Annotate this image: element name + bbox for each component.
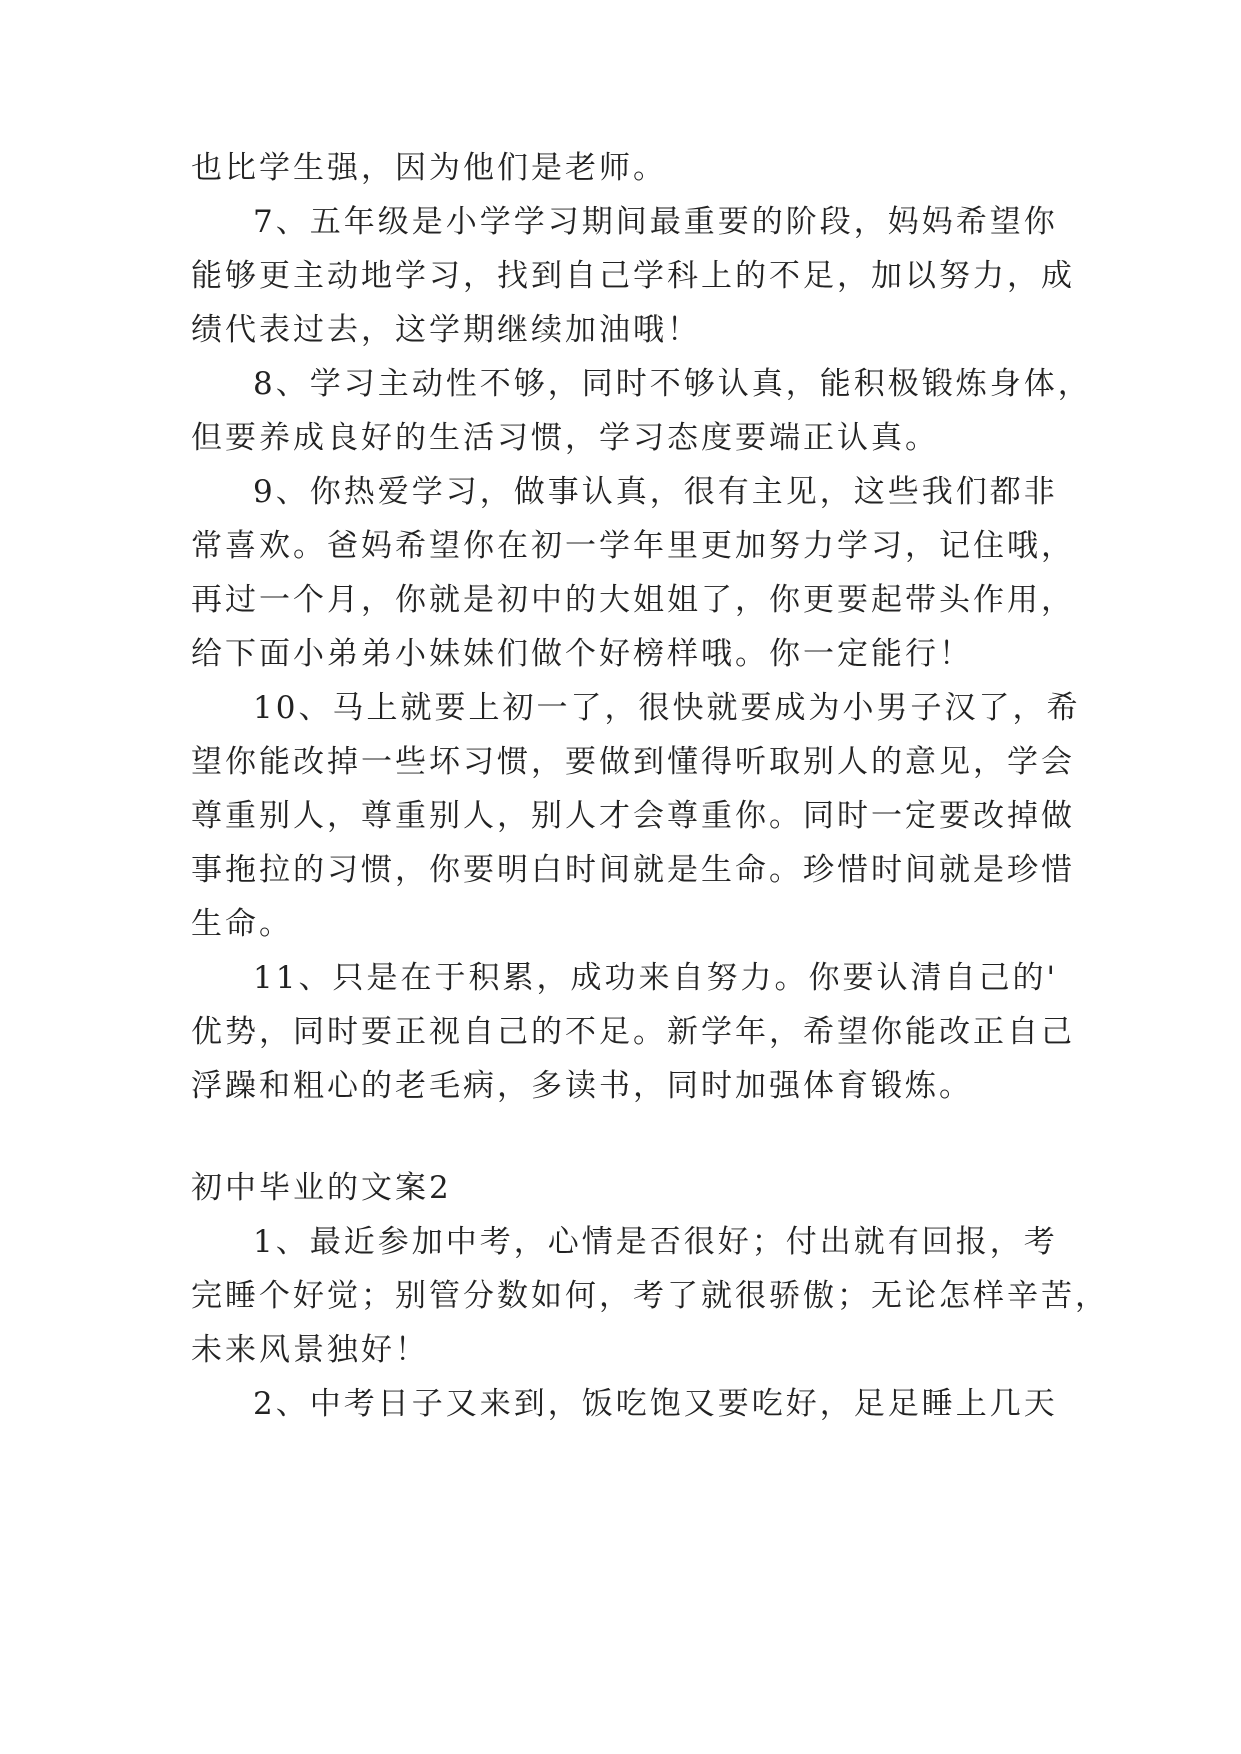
paragraph-line: 也比学生强，因为他们是老师。 [191, 150, 667, 186]
paragraph-line: 事拖拉的习惯，你要明白时间就是生命。珍惜时间就是珍惜 [191, 852, 1075, 888]
paragraph-line: 望你能改掉一些坏习惯，要做到懂得听取别人的意见，学会 [191, 744, 1075, 780]
paragraph-line: 给下面小弟弟小妹妹们做个好榜样哦。你一定能行！ [191, 636, 973, 672]
paragraph-line: 完睡个好觉；别管分数如何，考了就很骄傲；无论怎样辛苦， [191, 1278, 1109, 1314]
paragraph-line: 10、马上就要上初一了，很快就要成为小男子汉了，希 [253, 690, 1081, 726]
paragraph-line: 未来风景独好！ [191, 1332, 429, 1368]
paragraph-line: 常喜欢。爸妈希望你在初一学年里更加努力学习，记住哦， [191, 528, 1075, 564]
paragraph-line: 2、中考日子又来到，饭吃饱又要吃好，足足睡上几天 [253, 1386, 1058, 1422]
paragraph-line: 再过一个月，你就是初中的大姐姐了，你更要起带头作用， [191, 582, 1075, 618]
paragraph-line: 优势，同时要正视自己的不足。新学年，希望你能改正自己 [191, 1014, 1075, 1050]
paragraph-line: 能够更主动地学习，找到自己学科上的不足，加以努力，成 [191, 258, 1075, 294]
paragraph-line: 生命。 [191, 906, 293, 942]
paragraph-line: 7、五年级是小学学习期间最重要的阶段，妈妈希望你 [253, 204, 1058, 240]
paragraph-line: 尊重别人，尊重别人，别人才会尊重你。同时一定要改掉做 [191, 798, 1075, 834]
paragraph-line: 11、只是在于积累，成功来自努力。你要认清自己的' [253, 960, 1058, 996]
paragraph-line: 9、你热爱学习，做事认真，很有主见，这些我们都非 [253, 474, 1058, 510]
paragraph-line: 浮躁和粗心的老毛病，多读书，同时加强体育锻炼。 [191, 1068, 973, 1104]
paragraph-line: 1、最近参加中考，心情是否很好；付出就有回报，考 [253, 1224, 1058, 1260]
paragraph-line: 8、学习主动性不够，同时不够认真，能积极锻炼身体， [253, 366, 1092, 402]
section-heading: 初中毕业的文案2 [191, 1170, 452, 1206]
paragraph-line: 但要养成良好的生活习惯，学习态度要端正认真。 [191, 420, 939, 456]
paragraph-line: 绩代表过去，这学期继续加油哦！ [191, 312, 701, 348]
